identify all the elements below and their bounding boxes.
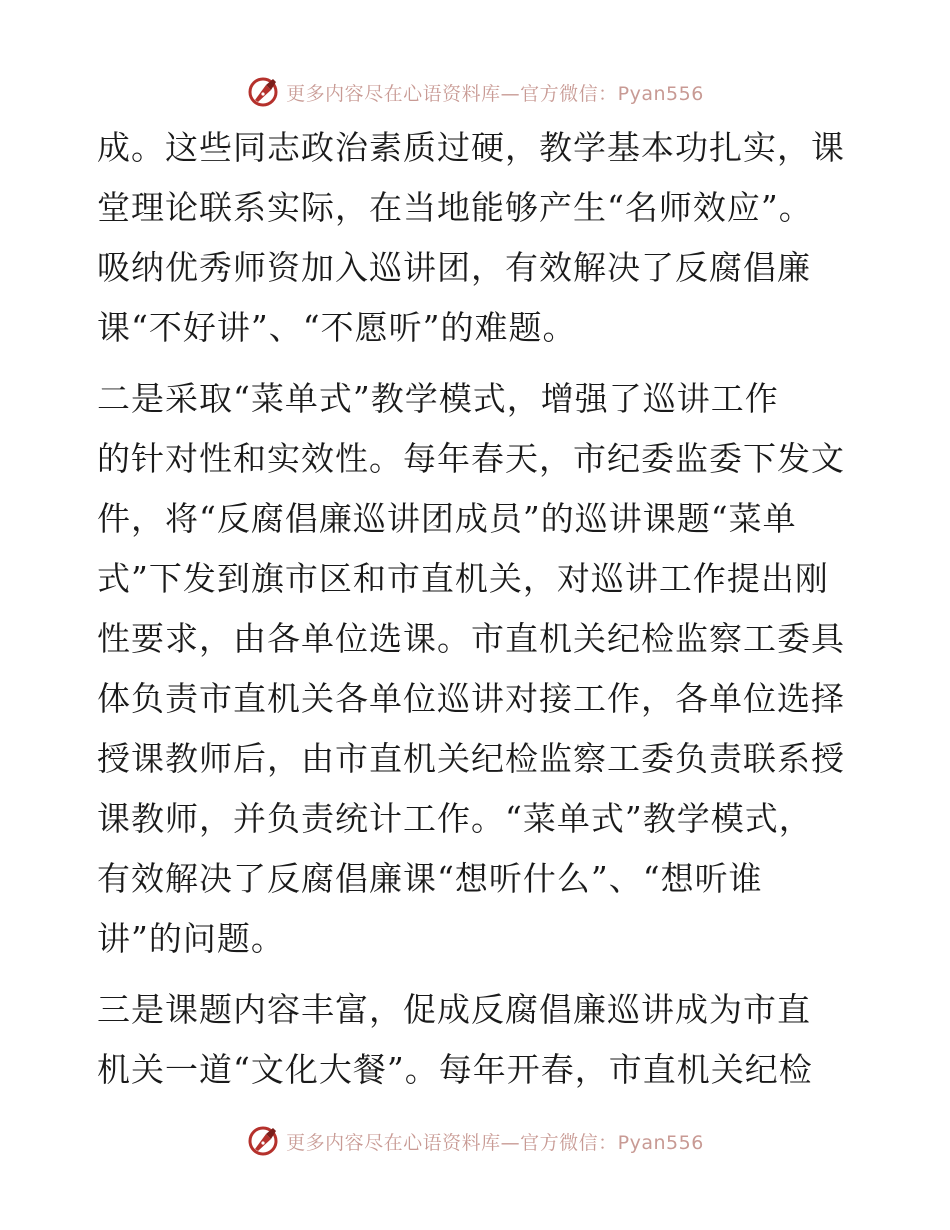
- paragraph-3: 三是课题内容丰富，促成反腐倡廉巡讲成为市直 机关一道“文化大餐”。每年开春，市直机关纪检: [97, 990, 813, 1089]
- footer-banner-text: 更多内容尽在心语资料库—官方微信：Pyan556: [286, 1131, 704, 1154]
- paragraph-2: 二是采取“菜单式”教学模式，增强了巡讲工作 的针对性和实效性。每年春天，市纪委监委下发文 件，将“反腐倡廉巡讲团成员”的巡讲课题“菜单 式”下发到旗市区和市直机关，对巡讲工作提出刚 性要求，由各单位选课。市直机关纪检监察工委具 体负责市直机关各单位巡讲对接工作，各单位选择 授课教师后，由市直机关纪检监察工委负责联系授 课教师，并负责统计工作。“菜单式”教学模式， 有效解决了反腐倡廉课“想听什么”、“想听谁 讲”的问题。: [97, 379, 845, 958]
- document-body: [97, 118, 857, 1100]
- paragraph-1: 成。这些同志政治素质过硬，教学基本功扎实，课 堂理论联系实际，在当地能够产生“名师效应”。 吸纳优秀师资加入巡讲团，有效解决了反腐倡廉 课“不好讲”、“不愿听”的难题。: [97, 128, 845, 347]
- pen-nib-logo-icon: [246, 1124, 280, 1158]
- pen-nib-logo-icon: [246, 75, 280, 109]
- header-banner: [0, 72, 950, 112]
- footer-banner: [0, 1121, 950, 1161]
- header-banner-text: 更多内容尽在心语资料库—官方微信：Pyan556: [286, 82, 704, 105]
